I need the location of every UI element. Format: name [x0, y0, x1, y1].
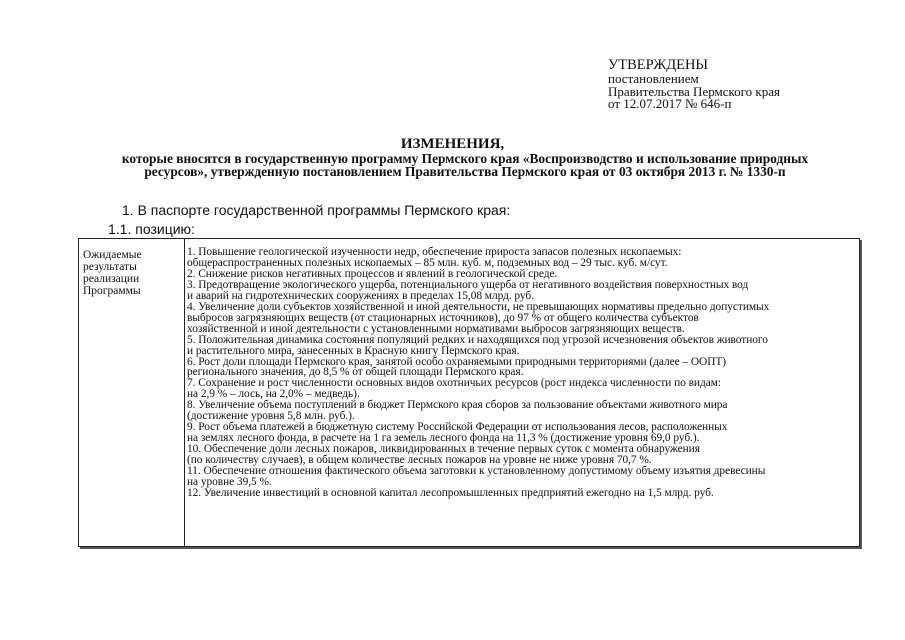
content-line: 9. Рост объема платежей в бюджетную систему Российской Федерации от использования лесов, расположенных	[187, 421, 728, 434]
content-line: 5. Положительная динамика состояния популяций редких и находящихся под угрозой исчезновения объектов животного	[187, 333, 768, 346]
content-line: 7. Сохранение и рост численности основных видов охотничьих ресурсов (рост индекса численности по видам:	[187, 377, 721, 390]
content-line: хозяйственной и иной деятельности с установленными нормативами выбросов загрязняющих веществ.	[187, 322, 685, 335]
content-line: (по количеству случаев), в общем количестве лесных пожаров на уровне не ниже уровня 70,7 %.	[187, 454, 652, 467]
content-line: выбросов загрязняющих веществ (от стационарных источников), до 97 % от общего количества субъектов	[187, 311, 699, 324]
approval-heading: УТВЕРЖДЕНЫ	[608, 57, 709, 73]
content-line: на уровне 39,5 %.	[187, 476, 272, 489]
content-line: 2. Снижение рисков негативных процессов и явлений в геологической среде.	[187, 267, 558, 280]
content-line: на землях лесного фонда, в расчете на 1 га земель лесного фонда на 11,3 % (достижение уровня 69,0 руб.).	[187, 432, 700, 445]
document-title: ИЗМЕНЕНИЯ,	[400, 136, 505, 152]
subtitle-line: ресурсов», утвержденную постановлением Правительства Пермского края от 03 октября 2013 г. № 1330-п	[144, 164, 786, 179]
content-line: 3. Предотвращение экологического ущерба, потенциального ущерба от негативного воздействия поверхностных вод	[187, 278, 749, 291]
label-line: реализации	[83, 273, 140, 285]
label-line: Программы	[83, 285, 141, 297]
approval-line: Правительства Пермского края	[608, 83, 780, 99]
content-line: (достижение уровня 5,8 млн. руб.).	[187, 410, 355, 423]
section-item-1: 1. В паспорте государственной программы Пермского края:	[122, 202, 511, 218]
content-line: 12. Увеличение инвестиций в основной капитал лесопромышленных предприятий ежегодно на 1,5 млрд. руб.	[187, 486, 714, 499]
content-line: и растительного мира, занесенных в Красную книгу Пермского края.	[187, 344, 520, 357]
content-line: регионального значения, до 8,5 % от общей площади Пермского края.	[187, 366, 524, 379]
label-line: Ожидаемые	[83, 249, 142, 261]
results-table	[78, 238, 860, 547]
content-line: на 2,9 % – лось, на 2,0% – медведь).	[187, 388, 360, 401]
content-line: 6. Рост доли площади Пермского края, занятой особо охраняемыми природными территориями (далее – ООПТ)	[187, 355, 727, 368]
content-line: 8. Увеличение объема поступлений в бюджет Пермского края сборов за пользование объектами животного мира	[187, 399, 728, 412]
content-line: и аварий на гидротехнических сооружениях в пределах 15,08 млрд. руб.	[187, 289, 534, 302]
table-label-cell	[79, 239, 185, 546]
table-content-cell	[187, 247, 859, 499]
content-line: 4. Увеличение доли субъектов хозяйственной и иной деятельности, не превышающих нормативы предельно допустимых	[187, 300, 770, 313]
content-line: 10. Обеспечение доли лесных пожаров, ликвидированных в течение первых суток с момента обнаружения	[187, 443, 700, 456]
section-item-1-1: 1.1. позицию:	[108, 221, 195, 237]
approval-block	[608, 58, 780, 111]
content-line: 11. Обеспечение отношения фактического объема заготовки к установленному допустимому объему изъятия древесины	[187, 465, 766, 478]
approval-line: постановлением	[608, 71, 699, 86]
label-line: результаты	[83, 261, 137, 273]
subtitle-line: которые вносятся в государственную программу Пермского края «Воспроизводство и использование природных	[121, 151, 809, 166]
approval-date: от 12.07.2017 № 646-п	[608, 96, 732, 111]
content-line: общераспространенных полезных ископаемых – 85 млн. куб. м, подземных вод – 29 тыс. куб. м/сут.	[187, 256, 668, 269]
document-subtitle	[70, 152, 860, 178]
content-line: 1. Повышение геологической изученности недр, обеспечение прироста запасов полезных ископаемых:	[187, 246, 682, 258]
